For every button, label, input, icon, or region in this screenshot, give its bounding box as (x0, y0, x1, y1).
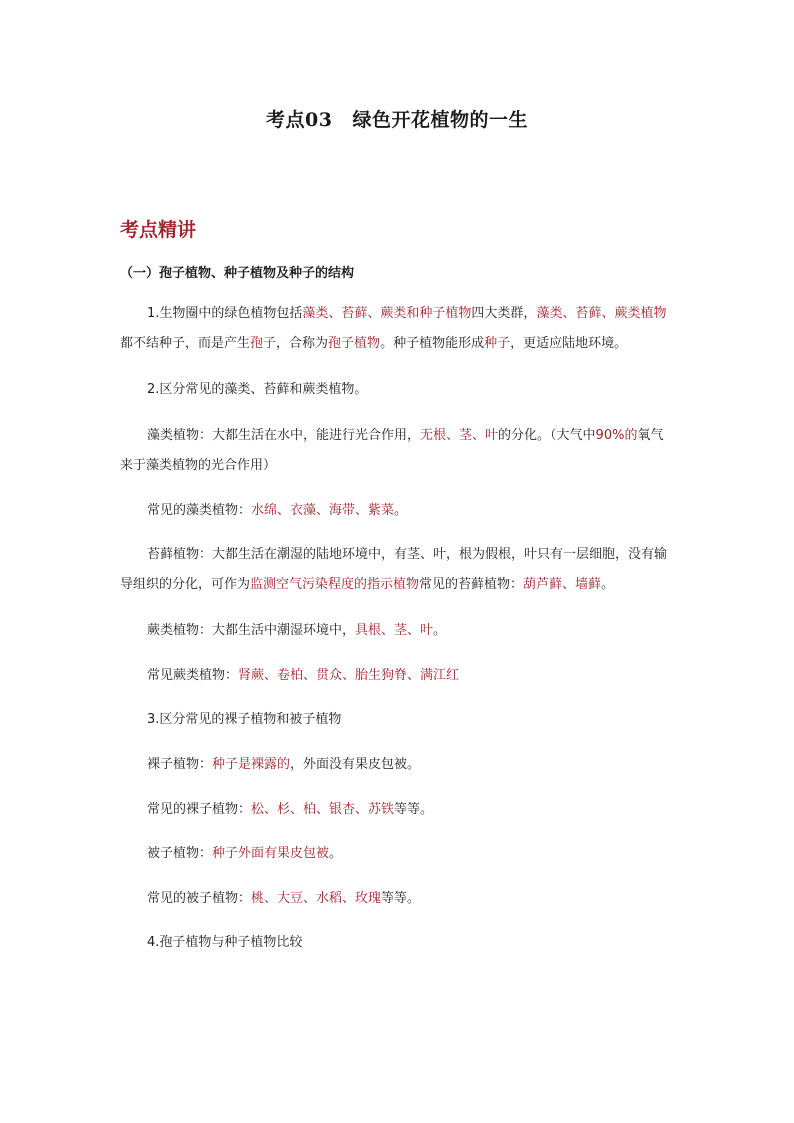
highlight-segment: 监测空气污染程度的指示植物 (250, 577, 420, 592)
highlight-segment: 无根、茎、叶 (420, 428, 499, 443)
paragraph-fern (120, 616, 676, 646)
highlight-segment: 具根、茎、叶 (355, 623, 434, 638)
paragraph-algae (120, 421, 676, 481)
paragraph-common-angiosperm (120, 884, 676, 914)
highlight-segment: 种子外面有果皮包被 (212, 846, 330, 861)
text-segment: 1.生物圈中的绿色植物包括 (147, 306, 303, 321)
title-text: 绿色开花植物的一生 (352, 109, 528, 131)
text-segment: 四大类群， (471, 306, 537, 321)
highlight-segment: 90%的 (595, 428, 638, 443)
text-segment: ，合称为 (276, 336, 329, 351)
text-segment: 常见的被子植物： (147, 891, 252, 906)
text-segment: 常见的裸子植物： (147, 802, 252, 817)
title-number: 考点03 (266, 109, 333, 131)
highlight-segment: 种子是裸露的 (212, 757, 291, 772)
highlight-segment: 藻类、苔藓、蕨类和种子植物 (302, 306, 472, 321)
text-segment: 常见的藻类植物： (147, 503, 252, 518)
section-heading: 考点精讲 (120, 219, 197, 241)
paragraph-green-plants (120, 299, 676, 359)
paragraph-common-gymnosperm (120, 795, 676, 825)
highlight-segment: 孢子植物 (328, 336, 381, 351)
paragraph-gymnosperm (120, 750, 676, 780)
text-segment: 都不结种子，而是产生 (120, 336, 251, 351)
highlight-segment: 肾蕨、卷柏、贯众、胎生狗脊、满江红 (238, 668, 460, 683)
text-segment: 。 (329, 846, 343, 861)
paragraph-common-fern (120, 661, 676, 691)
paragraph-distinguish-seed-plants: 3.区分常见的裸子植物和被子植物 (147, 712, 342, 727)
text-segment: 裸子植物： (147, 757, 213, 772)
paragraph-distinguish-algae: 2.区分常见的藻类、苔藓和蕨类植物。 (147, 382, 368, 397)
text-segment: 常见蕨类植物： (147, 668, 239, 683)
text-segment: 。 (601, 577, 615, 592)
text-segment: 藻类植物：大都生活在水中，能进行光合作用， (147, 428, 421, 443)
paragraph-common-algae (120, 496, 676, 526)
text-segment: 蕨类植物：大都生活中潮湿环境中， (147, 623, 356, 638)
highlight-segment: 种子 (484, 336, 511, 351)
paragraph-moss (120, 540, 676, 600)
text-segment: 。 (394, 503, 408, 518)
highlight-segment: 藻类、苔藓、蕨类植物 (536, 306, 667, 321)
text-segment: 苔藓植物：大都生活在潮湿的陆地环境中，有茎、叶，根为假根，叶只有一层细胞，没有输导组织的分化，可作为 (120, 547, 668, 592)
sub-heading: （一）孢子植物、种子植物及种子的结构 (120, 266, 355, 281)
text-segment: ，外面没有果皮包被。 (290, 757, 421, 772)
text-segment: 的分化。（大气中 (498, 428, 596, 443)
text-segment: 被子植物： (147, 846, 213, 861)
text-segment: 等等。 (394, 802, 434, 817)
text-segment: 常见的苔藓植物： (419, 577, 524, 592)
highlight-segment: 松、杉、柏、银杏、苏铁 (251, 802, 395, 817)
text-segment: ，更适应陆地环境。 (510, 336, 628, 351)
page-title (0, 105, 794, 132)
highlight-segment: 桃、大豆、水稻、玫瑰 (251, 891, 382, 906)
text-segment: 等等。 (381, 891, 421, 906)
highlight-segment: 孢子 (250, 336, 277, 351)
paragraph-comparison: 4.孢子植物与种子植物比较 (147, 935, 303, 950)
text-segment: 氧气来于藻类植物的光合作用） (120, 428, 664, 473)
highlight-segment: 葫芦藓、墙藓 (523, 577, 602, 592)
paragraph-angiosperm (120, 839, 676, 869)
highlight-segment: 水绵、衣藻、海带、紫菜 (251, 503, 395, 518)
text-segment: 。 (433, 623, 447, 638)
text-segment: 。种子植物能形成 (380, 336, 485, 351)
